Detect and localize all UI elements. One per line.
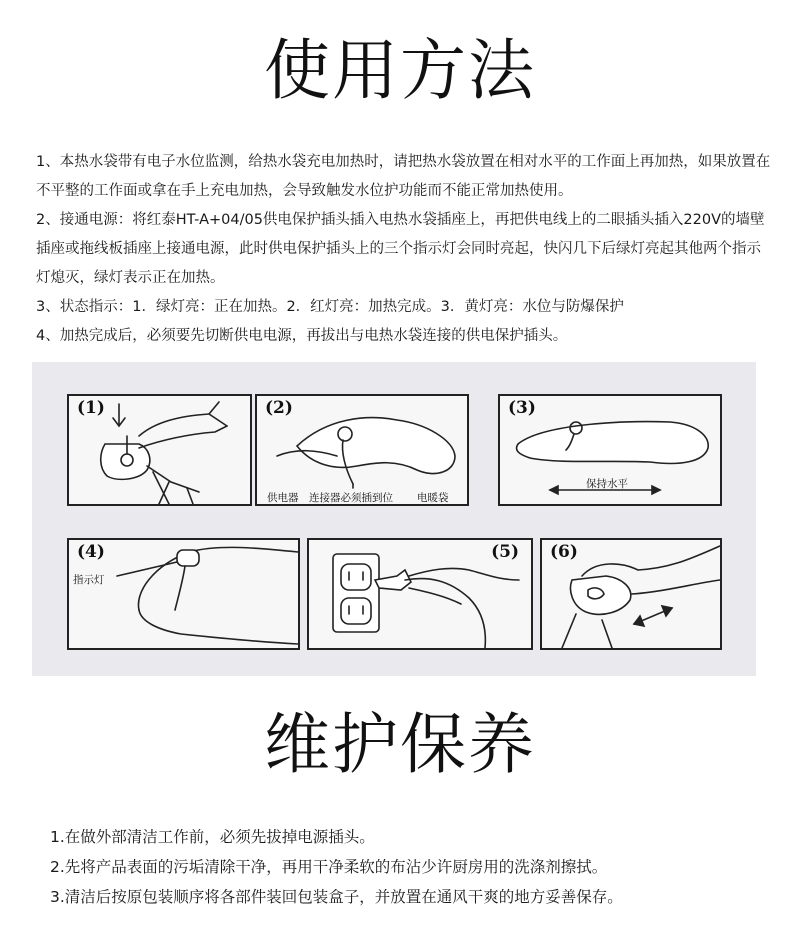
diagram-panel-4 (67, 538, 300, 650)
maintenance-title: 维护保养 (264, 706, 536, 783)
diagram-panel-6 (540, 538, 722, 650)
diagram-panel-1 (67, 394, 252, 506)
instruction-2: 2、接通电源：将红泰HT-A+04/05供电保护插头插入电热水袋插座上，再把供电线上的二眼插头插入220V的墙壁插座或拖线板插座上接通电源，此时供电保护插头上的三个指示灯会同时亮起，快闪几下后绿灯亮起其他两个指示灯熄灭，绿灯表示正在加热。 (36, 212, 765, 286)
label-heating-bag: 电暖袋 (417, 492, 449, 504)
diagram-panel-5 (307, 538, 533, 650)
instruction-3: 3、状态指示：1．绿灯亮：正在加热。2．红灯亮：加热完成。3．黄灯亮：水位与防爆保护 (36, 299, 624, 315)
maintenance-item-1: 1.在做外部清洁工作前，必须先拔掉电源插头。 (50, 828, 375, 846)
panel-2-illustration (257, 396, 467, 504)
instruction-4: 4、加热完成后，必须要先切断供电电源，再拔出与电热水袋连接的供电保护插头。 (36, 328, 568, 344)
panel-4-number: (4) (77, 542, 105, 562)
usage-title: 使用方法 (264, 32, 536, 109)
maintenance-item-3: 3.清洁后按原包装顺序将各部件装回包装盒子，并放置在通风干爽的地方妥善保存。 (50, 888, 623, 906)
diagram-panel-3 (498, 394, 722, 506)
panel-5-illustration (309, 540, 531, 648)
panel-6-illustration (542, 540, 720, 648)
instruction-1: 1、本热水袋带有电子水位监测，给热水袋充电加热时，请把热水袋放置在相对水平的工作面上再加热，如果放置在不平整的工作面或拿在手上充电加热，会导致触发水位护功能而不能正常加热使用。 (36, 154, 771, 199)
panel-1-number: (1) (77, 398, 105, 418)
usage-diagram (32, 362, 756, 676)
panel-1-illustration (69, 396, 250, 504)
panel-2-number: (2) (265, 398, 293, 418)
panel-5-number: (5) (491, 542, 519, 562)
maintenance-item-2: 2.先将产品表面的污垢清除干净，再用干净柔软的布沾少许厨房用的洗涤剂擦拭。 (50, 858, 608, 876)
label-keep-level: 保持水平 (586, 478, 628, 490)
panel-6-number: (6) (550, 542, 578, 562)
panel-4-illustration (69, 540, 298, 648)
panel-3-number: (3) (508, 398, 536, 418)
instructions (36, 148, 771, 351)
label-connector-must-insert: 连接器必须插到位 (309, 492, 393, 504)
label-power-supply: 供电器 (267, 492, 299, 504)
diagram-panel-2 (255, 394, 469, 506)
label-indicator-light: 指示灯 (73, 574, 105, 586)
maintenance-list (50, 822, 770, 912)
